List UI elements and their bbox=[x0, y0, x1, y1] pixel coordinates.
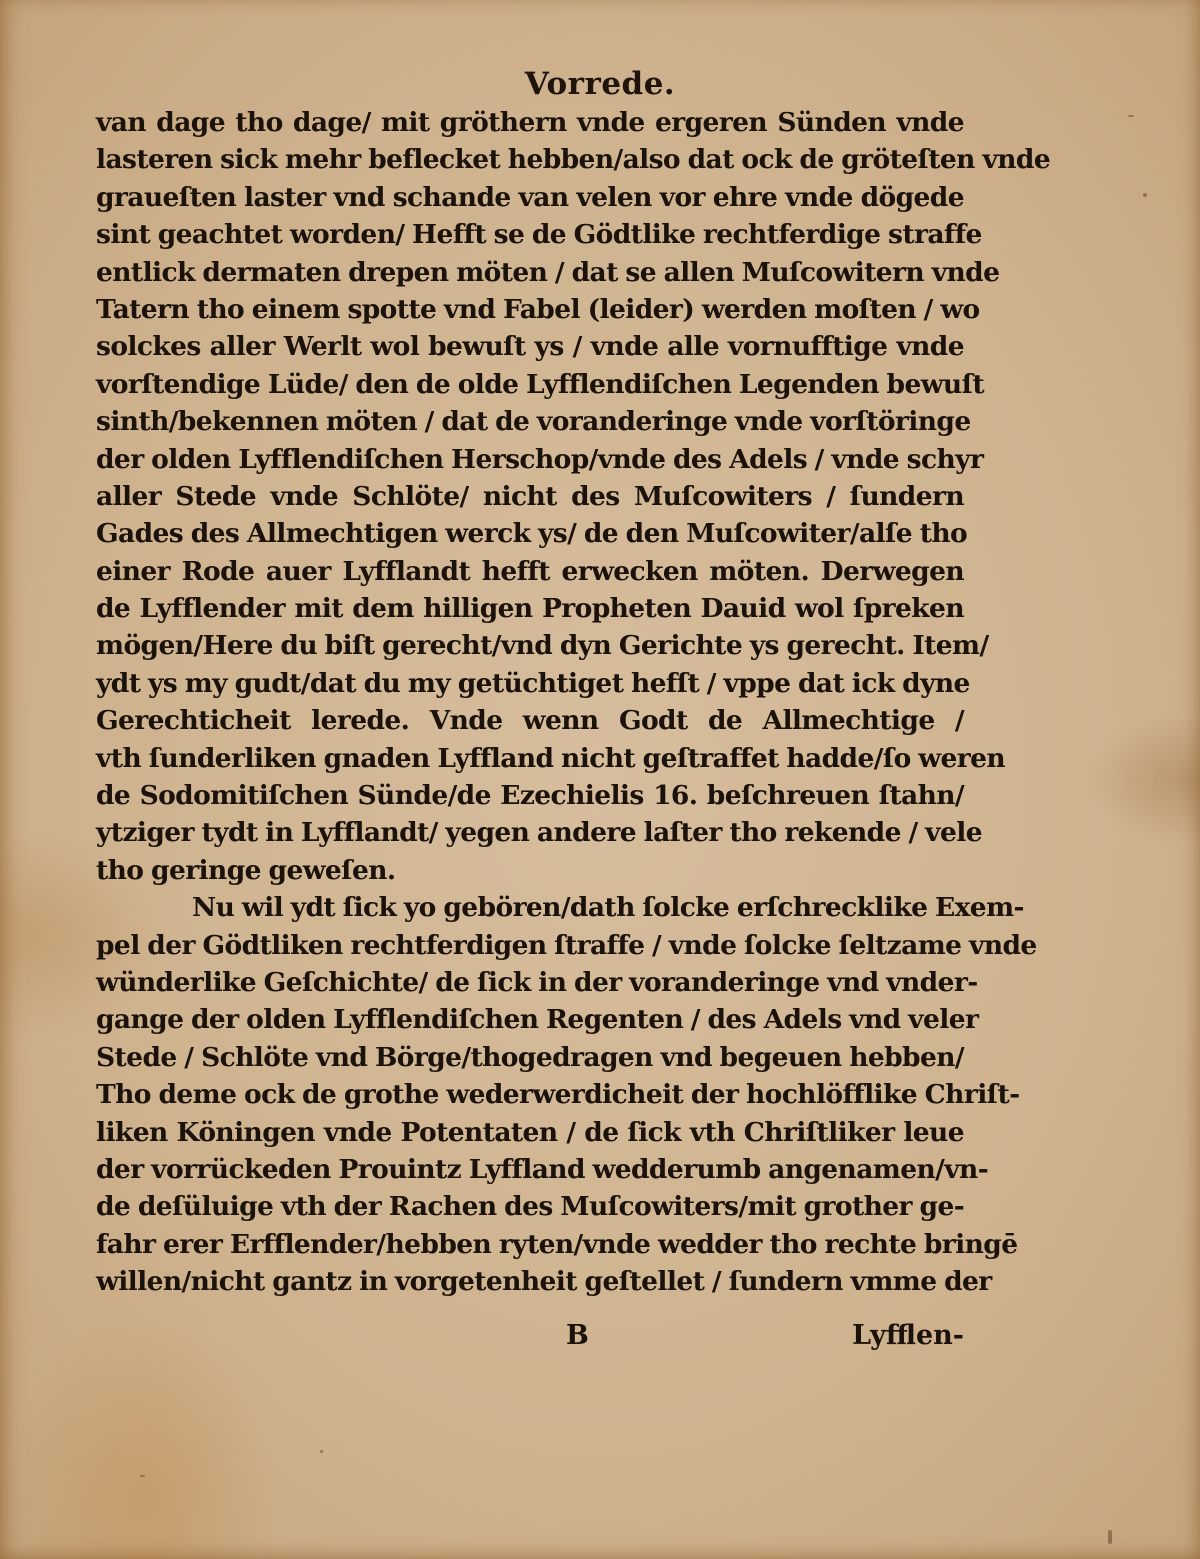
text-line: wünderlike Geſchichte/ de ſick in der voranderinge vnd vnder- bbox=[96, 966, 978, 998]
text-line: vth ſunderliken gnaden Lyffland nicht geſtraffet hadde/ſo weren bbox=[96, 742, 1006, 774]
text-line: der vorrückeden Prouintz Lyffland wedderumb angenamen/vn- bbox=[96, 1153, 989, 1185]
paper-speck bbox=[1108, 1530, 1112, 1544]
text-line: de Sodomitiſchen Sünde/de Ezechielis 16. beſchreuen ſtahn/ bbox=[96, 780, 964, 812]
text-line: sint geachtet worden/ Hefft se de Gödtlike rechtferdige straffe bbox=[96, 219, 982, 251]
page-footer bbox=[96, 1320, 964, 1360]
text-line: de deſüluige vth der Rachen des Muſcowiters/mit grother ge- bbox=[96, 1191, 965, 1223]
text-line: ytziger tydt in Lyfflandt/ yegen andere laſter tho rekende / vele bbox=[96, 817, 982, 849]
text-line: willen/nicht gantz in vorgetenheit geſtellet / ſundern vmme der bbox=[96, 1266, 992, 1298]
text-line: gange der olden Lyfflendiſchen Regenten / des Adels vnd veler bbox=[96, 1004, 979, 1036]
paper-speck bbox=[320, 1450, 323, 1453]
text-line: aller Stede vnde Schlöte/ nicht des Muſcowiters / ſundern bbox=[96, 480, 964, 512]
text-line: Stede / Schlöte vnd Börge/thogedragen vnd begeuen hebben/ bbox=[96, 1041, 964, 1073]
text-line: lasteren sick mehr beflecket hebben/also dat ock de gröteſten vnde bbox=[96, 144, 1051, 176]
text-line: fahr erer Erfflender/hebben ryten/vnde wedder tho rechte bringē bbox=[96, 1228, 1018, 1260]
running-header: Vorrede. bbox=[524, 66, 676, 102]
text-line: Gades des Allmechtigen werck ys/ de den Muſcowiter/alſe tho bbox=[96, 518, 968, 550]
text-line: Tatern tho einem spotte vnd Fabel (leider) werden moſten / wo bbox=[96, 293, 980, 325]
body-text bbox=[96, 104, 1051, 1301]
text-line: ydt ys my gudt/dat du my getüchtiget hefſt / vppe dat ick dyne bbox=[96, 667, 970, 699]
signature-mark: B bbox=[566, 1320, 589, 1351]
catchword: Lyfflen- bbox=[852, 1320, 964, 1351]
paper-speck bbox=[1128, 115, 1134, 117]
text-line: mögen/Here du biſt gerecht/vnd dyn Gerichte ys gerecht. Item/ bbox=[96, 630, 989, 662]
paragraph-end-line: tho geringe geweſen. bbox=[96, 854, 396, 886]
text-line: Gerechticheit lerede. Vnde wenn Godt de Allmechtige / bbox=[96, 705, 964, 737]
text-line: Tho deme ock de grothe wederwerdicheit der hochlöfflike Chriſt- bbox=[96, 1079, 1020, 1111]
text-line: einer Rode auer Lyfflandt hefft erwecken möten. Derwegen bbox=[96, 555, 964, 587]
text-line: de Lyfflender mit dem hilligen Propheten Dauid wol ſpreken bbox=[96, 593, 964, 625]
text-line: graueſten laster vnd schande van velen vor ehre vnde dögede bbox=[96, 181, 964, 213]
text-line: der olden Lyfflendiſchen Herschop/vnde des Adels / vnde schyr bbox=[96, 443, 984, 475]
text-line: liken Köningen vnde Potentaten / de ſick vth Chriſtliker leue bbox=[96, 1116, 964, 1148]
paper-speck bbox=[1143, 193, 1147, 197]
paper-speck bbox=[140, 1475, 145, 1477]
text-line: vorſtendige Lüde/ den de olde Lyfflendiſchen Legenden bewuſt bbox=[96, 368, 985, 400]
text-line: van dage tho dage/ mit gröthern vnde ergeren Sünden vnde bbox=[96, 107, 964, 138]
paragraph-start-line: Nu wil ydt ſick yo gebören/dath ſolcke erſchrecklike Exem- bbox=[192, 892, 1024, 924]
text-line: pel der Gödtliken rechtferdigen ſtraffe / vnde ſolcke ſeltzame vnde bbox=[96, 929, 1037, 961]
text-line: sinth/bekennen möten / dat de voranderinge vnde vorſtöringe bbox=[96, 406, 971, 438]
text-line: solckes aller Werlt wol bewuſt ys / vnde alle vornufftige vnde bbox=[96, 331, 964, 363]
text-line: entlick dermaten drepen möten / dat se allen Muſcowitern vnde bbox=[96, 256, 1000, 288]
